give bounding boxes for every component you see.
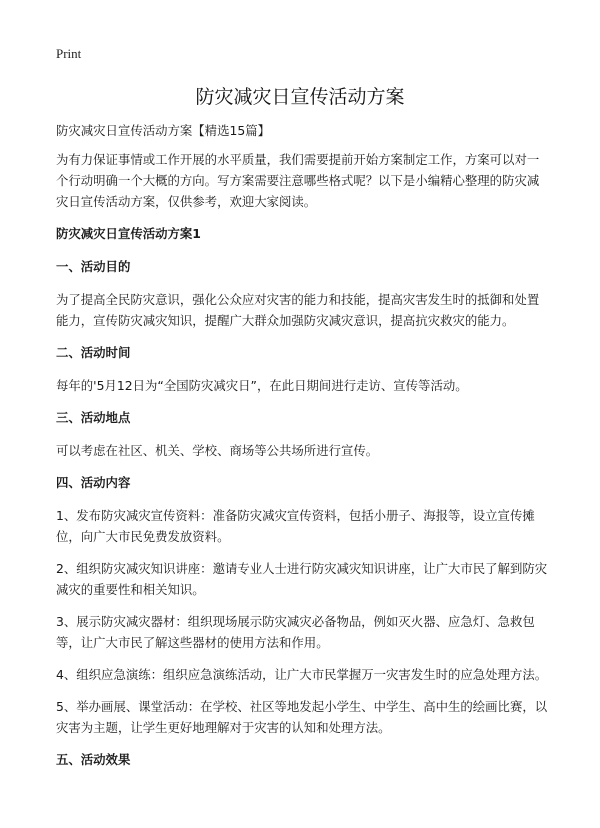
section-text-location: 可以考虑在社区、机关、学校、商场等公共场所进行宣传。 (56, 443, 379, 458)
plan-heading: 防灾减灾日宣传活动方案1 (56, 226, 201, 241)
section-heading-effect: 五、活动效果 (56, 752, 131, 767)
content-item: 3、展示防灾减灾器材：组织现场展示防灾减灾必备物品，例如灭火器、应急灯、急救包等，让广大市民了解这些器材的使用方法和作用。 (56, 614, 535, 650)
page-title: 防灾减灾日宣传活动方案 (195, 86, 405, 108)
section-text-time: 每年的'5月12日为“全国防灾减灾日”，在此日期间进行走访、宣传等活动。 (56, 378, 468, 393)
section-heading-purpose: 一、活动目的 (56, 259, 131, 274)
content-item: 5、举办画展、课堂活动：在学校、社区等地发起小学生、中学生、高中生的绘画比赛，以灾害为主题，让学生更好地理解对于灾害的认知和处理方法。 (56, 699, 548, 735)
section-heading-time: 二、活动时间 (56, 345, 131, 360)
content-item: 1、发布防灾减灾宣传资料：准备防灾减灾宣传资料，包括小册子、海报等，设立宣传摊位，向广大市民免费发放资料。 (56, 508, 535, 544)
content-item: 2、组织防灾减灾知识讲座：邀请专业人士进行防灾减灾知识讲座，让广大市民了解到防灾减灾的重要性和相关知识。 (56, 561, 548, 597)
content-item: 4、组织应急演练：组织应急演练活动，让广大市民掌握万一灾害发生时的应急处理方法。 (56, 667, 548, 682)
section-heading-content: 四、活动内容 (56, 475, 131, 490)
document-body (56, 120, 550, 782)
section-text-purpose: 为了提高全民防灾意识，强化公众应对灾害的能力和技能，提高灾害发生时的抵御和处置能力，宣传防灾减灾知识，提醒广大群众加强防灾减灾意识，提高抗灾救灾的能力。 (56, 292, 540, 328)
print-label: Print (56, 46, 82, 61)
intro-paragraph: 为有力保证事情或工作开展的水平质量，我们需要提前开始方案制定工作，方案可以对一个行动明确一个大概的方向。写方案需要注意哪些格式呢？以下是小编精心整理的防灾减灾日宣传活动方案，仅供参考，欢迎大家阅读。 (56, 152, 540, 209)
section-heading-location: 三、活动地点 (56, 410, 131, 425)
document-subtitle: 防灾减灾日宣传活动方案【精选15篇】 (56, 123, 271, 138)
